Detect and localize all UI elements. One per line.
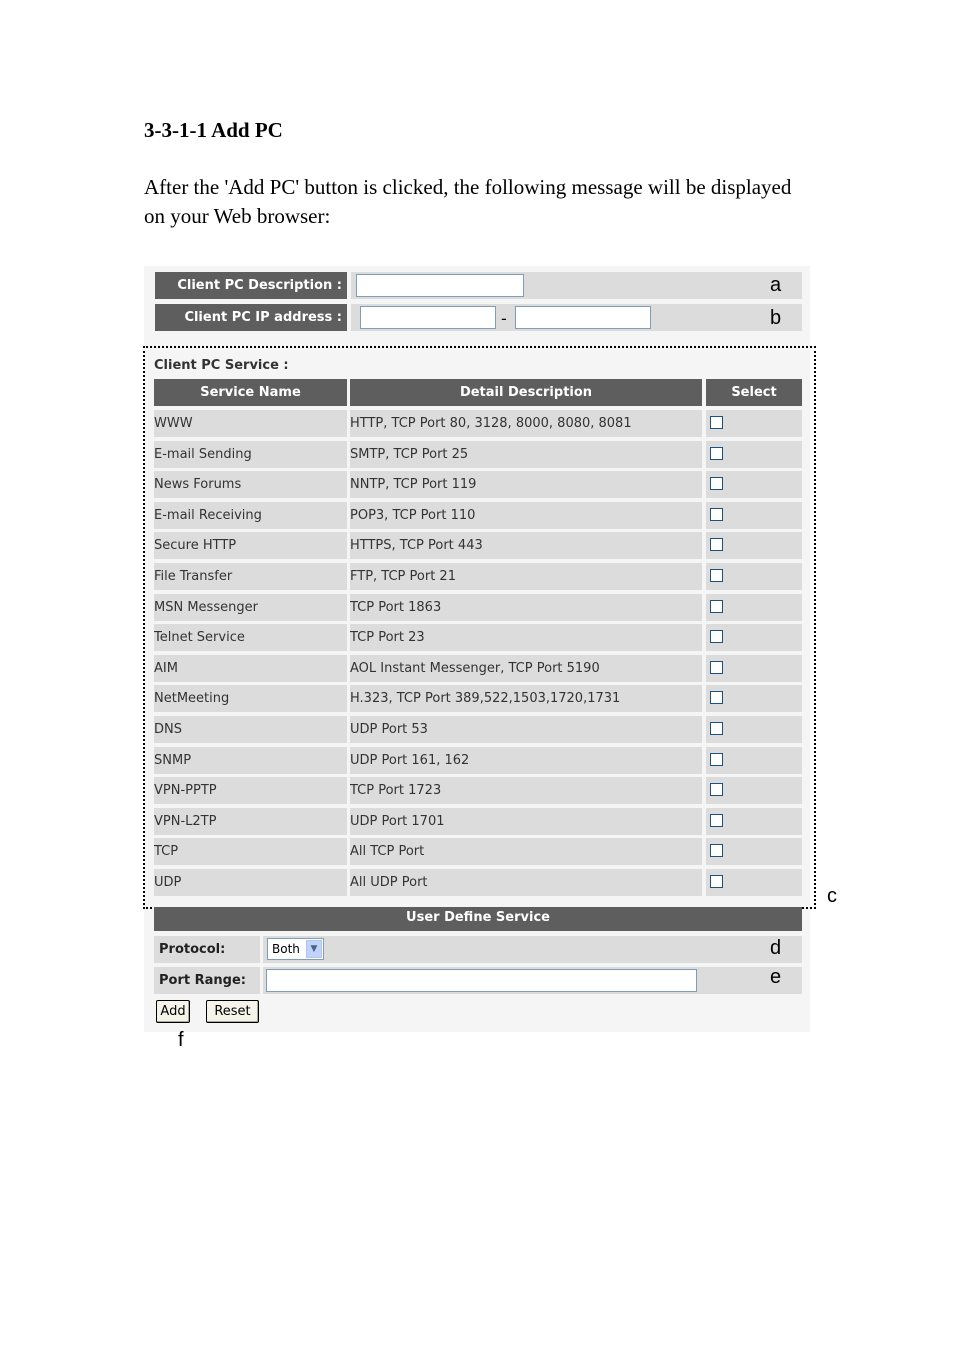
service-name-cell: E-mail Receiving [154, 502, 347, 529]
service-select-cell [706, 808, 802, 835]
table-row [154, 747, 802, 774]
service-select-cell [706, 747, 802, 774]
service-select-checkbox[interactable] [710, 416, 723, 429]
callout-a: a [770, 274, 782, 296]
service-detail-cell: AOL Instant Messenger, TCP Port 5190 [350, 655, 702, 682]
service-name-cell: VPN-L2TP [154, 808, 347, 835]
table-row [154, 869, 802, 896]
service-name-cell: AIM [154, 655, 347, 682]
client-pc-service-title: Client PC Service : [154, 358, 289, 373]
protocol-field-cell [263, 936, 802, 963]
service-detail-cell: TCP Port 1723 [350, 777, 702, 804]
table-row [154, 532, 802, 559]
table-row [154, 685, 802, 712]
table-row [154, 624, 802, 651]
service-select-checkbox[interactable] [710, 630, 723, 643]
service-select-checkbox[interactable] [710, 753, 723, 766]
service-name-cell: TCP [154, 838, 347, 865]
service-select-checkbox[interactable] [710, 722, 723, 735]
service-select-cell [706, 502, 802, 529]
protocol-select[interactable] [267, 938, 324, 960]
service-select-checkbox[interactable] [710, 844, 723, 857]
service-select-cell [706, 869, 802, 896]
table-row [154, 471, 802, 498]
reset-button[interactable]: Reset [206, 1000, 259, 1023]
column-header-service-name: Service Name [154, 379, 347, 406]
service-name-cell: WWW [154, 410, 347, 437]
service-select-checkbox[interactable] [710, 814, 723, 827]
service-select-checkbox[interactable] [710, 477, 723, 490]
protocol-label: Protocol: [154, 936, 260, 963]
service-select-checkbox[interactable] [710, 447, 723, 460]
ip-end-input[interactable] [515, 306, 651, 329]
service-select-cell [706, 838, 802, 865]
section-heading: 3-3-1-1 Add PC [144, 118, 283, 142]
protocol-selected-value: Both [272, 942, 300, 956]
user-define-service-header: User Define Service [154, 907, 802, 931]
column-header-select: Select [706, 379, 802, 406]
service-select-checkbox[interactable] [710, 538, 723, 551]
chevron-down-icon[interactable]: ▼ [306, 940, 322, 958]
service-detail-cell: FTP, TCP Port 21 [350, 563, 702, 590]
service-select-checkbox[interactable] [710, 661, 723, 674]
service-select-cell [706, 655, 802, 682]
service-detail-cell: All UDP Port [350, 869, 702, 896]
intro-paragraph: After the 'Add PC' button is clicked, the following message will be displayed on your Web browser: [144, 175, 792, 228]
service-select-checkbox[interactable] [710, 875, 723, 888]
service-detail-cell: All TCP Port [350, 838, 702, 865]
service-name-cell: Telnet Service [154, 624, 347, 651]
table-row [154, 441, 802, 468]
table-row [154, 808, 802, 835]
service-name-cell: News Forums [154, 471, 347, 498]
service-name-cell: UDP [154, 869, 347, 896]
table-row [154, 594, 802, 621]
callout-c: c [827, 885, 837, 907]
client-pc-description-label: Client PC Description : [155, 272, 347, 299]
callout-e: e [770, 966, 782, 988]
ip-start-input[interactable] [360, 306, 496, 329]
column-header-detail-description: Detail Description [350, 379, 702, 406]
service-detail-cell: UDP Port 53 [350, 716, 702, 743]
add-button[interactable]: Add [156, 1000, 190, 1023]
callout-f: f [178, 1029, 184, 1051]
service-name-cell: SNMP [154, 747, 347, 774]
service-select-cell [706, 441, 802, 468]
table-row [154, 655, 802, 682]
service-select-checkbox[interactable] [710, 600, 723, 613]
service-select-checkbox[interactable] [710, 508, 723, 521]
service-detail-cell: NNTP, TCP Port 119 [350, 471, 702, 498]
service-name-cell: VPN-PPTP [154, 777, 347, 804]
service-detail-cell: TCP Port 1863 [350, 594, 702, 621]
service-detail-cell: UDP Port 161, 162 [350, 747, 702, 774]
service-select-checkbox[interactable] [710, 691, 723, 704]
service-detail-cell: HTTPS, TCP Port 443 [350, 532, 702, 559]
service-select-cell [706, 777, 802, 804]
service-detail-cell: POP3, TCP Port 110 [350, 502, 702, 529]
port-range-label: Port Range: [154, 967, 260, 994]
ip-range-separator: - [501, 309, 507, 328]
port-range-input[interactable] [266, 969, 697, 992]
table-row [154, 502, 802, 529]
service-detail-cell: TCP Port 23 [350, 624, 702, 651]
service-select-cell [706, 594, 802, 621]
table-row [154, 410, 802, 437]
service-select-checkbox[interactable] [710, 783, 723, 796]
service-name-cell: E-mail Sending [154, 441, 347, 468]
service-name-cell: Secure HTTP [154, 532, 347, 559]
table-row [154, 777, 802, 804]
service-detail-cell: SMTP, TCP Port 25 [350, 441, 702, 468]
service-select-cell [706, 532, 802, 559]
service-select-cell [706, 471, 802, 498]
service-select-cell [706, 716, 802, 743]
service-name-cell: MSN Messenger [154, 594, 347, 621]
service-name-cell: File Transfer [154, 563, 347, 590]
service-name-cell: DNS [154, 716, 347, 743]
client-pc-description-input[interactable] [356, 274, 524, 297]
table-row [154, 838, 802, 865]
service-select-cell [706, 563, 802, 590]
client-pc-ip-label: Client PC IP address : [155, 304, 347, 331]
service-name-cell: NetMeeting [154, 685, 347, 712]
service-select-checkbox[interactable] [710, 569, 723, 582]
service-select-cell [706, 410, 802, 437]
service-select-cell [706, 685, 802, 712]
table-row [154, 716, 802, 743]
callout-d: d [770, 937, 782, 959]
service-detail-cell: HTTP, TCP Port 80, 3128, 8000, 8080, 8081 [350, 410, 702, 437]
service-select-cell [706, 624, 802, 651]
service-detail-cell: H.323, TCP Port 389,522,1503,1720,1731 [350, 685, 702, 712]
service-detail-cell: UDP Port 1701 [350, 808, 702, 835]
callout-b: b [770, 307, 782, 329]
table-row [154, 563, 802, 590]
